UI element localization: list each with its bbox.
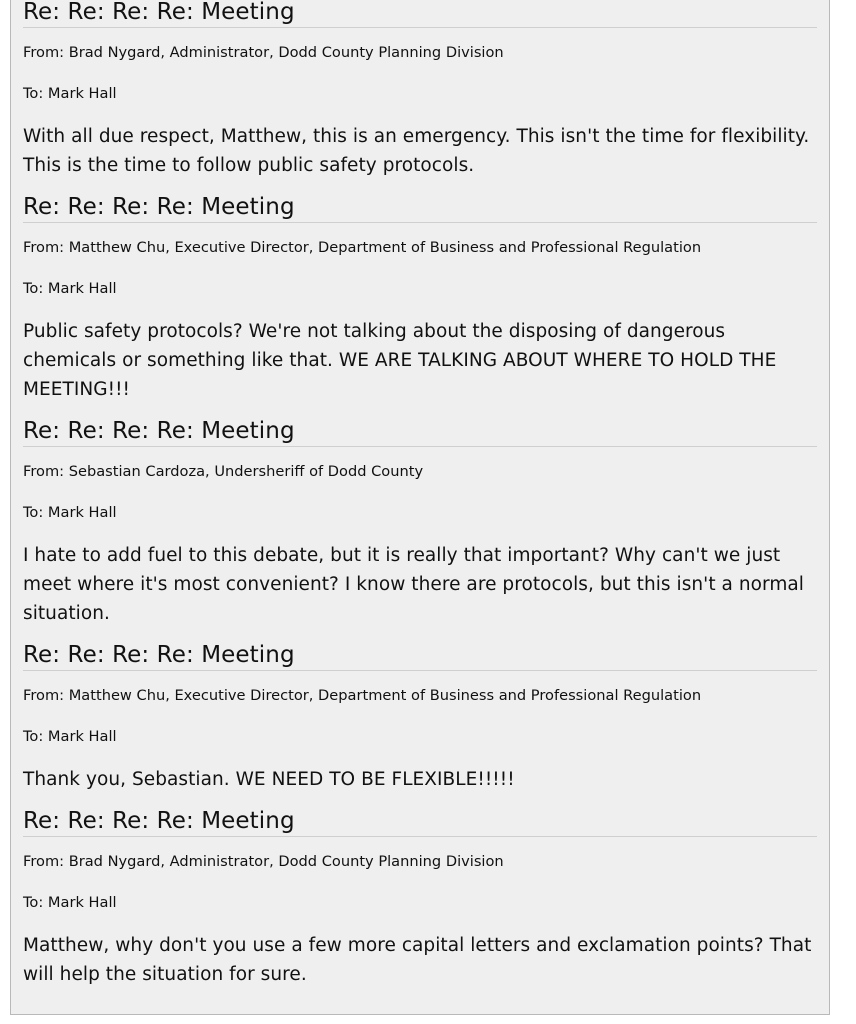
from-label: From: <box>23 687 65 704</box>
message-to <box>23 871 817 912</box>
email-message <box>23 628 817 794</box>
from-value: Brad Nygard, Administrator, Dodd County Planning Division <box>68 853 504 870</box>
email-message <box>23 794 817 989</box>
email-message <box>23 0 817 180</box>
from-value: Matthew Chu, Executive Director, Department of Business and Professional Regulation <box>68 239 702 256</box>
to-label: To: <box>23 280 44 297</box>
message-to <box>23 257 817 298</box>
to-label: To: <box>23 728 44 745</box>
to-value: Mark Hall <box>47 280 117 297</box>
to-label: To: <box>23 504 44 521</box>
from-value: Brad Nygard, Administrator, Dodd County Planning Division <box>68 44 504 61</box>
message-from <box>23 223 817 257</box>
to-value: Mark Hall <box>47 894 117 911</box>
message-subject: Re: Re: Re: Re: Meeting <box>23 794 817 837</box>
message-from <box>23 28 817 62</box>
from-label: From: <box>23 853 65 870</box>
to-value: Mark Hall <box>47 504 117 521</box>
message-to <box>23 481 817 522</box>
message-to <box>23 705 817 746</box>
message-body: With all due respect, Matthew, this is an emergency. This isn't the time for flexibility. This is the time to follow public safety protocols. <box>23 126 810 176</box>
from-value: Sebastian Cardoza, Undersheriff of Dodd County <box>68 463 424 480</box>
to-value: Mark Hall <box>47 85 117 102</box>
message-subject: Re: Re: Re: Re: Meeting <box>23 0 817 28</box>
message-to <box>23 62 817 103</box>
message-body: Public safety protocols? We're not talking about the disposing of dangerous chemicals or something like that. WE ARE TALKING ABOUT WHERE TO HOLD THE MEETING!!! <box>23 321 777 400</box>
message-body: I hate to add fuel to this debate, but it is really that important? Why can't we just meet where it's most convenient? I know there are protocols, but this isn't a normal situation. <box>23 545 804 624</box>
message-from <box>23 671 817 705</box>
message-body: Thank you, Sebastian. WE NEED TO BE FLEXIBLE!!!!! <box>23 769 515 790</box>
message-subject: Re: Re: Re: Re: Meeting <box>23 404 817 447</box>
message-from <box>23 447 817 481</box>
message-subject: Re: Re: Re: Re: Meeting <box>23 180 817 223</box>
from-label: From: <box>23 463 65 480</box>
message-subject: Re: Re: Re: Re: Meeting <box>23 628 817 671</box>
from-label: From: <box>23 44 65 61</box>
email-message <box>23 180 817 404</box>
to-label: To: <box>23 85 44 102</box>
message-body: Matthew, why don't you use a few more capital letters and exclamation points? That will help the situation for sure. <box>23 935 812 985</box>
email-thread <box>10 0 830 1015</box>
to-label: To: <box>23 894 44 911</box>
from-label: From: <box>23 239 65 256</box>
email-message <box>23 404 817 628</box>
from-value: Matthew Chu, Executive Director, Department of Business and Professional Regulation <box>68 687 702 704</box>
message-from <box>23 837 817 871</box>
to-value: Mark Hall <box>47 728 117 745</box>
